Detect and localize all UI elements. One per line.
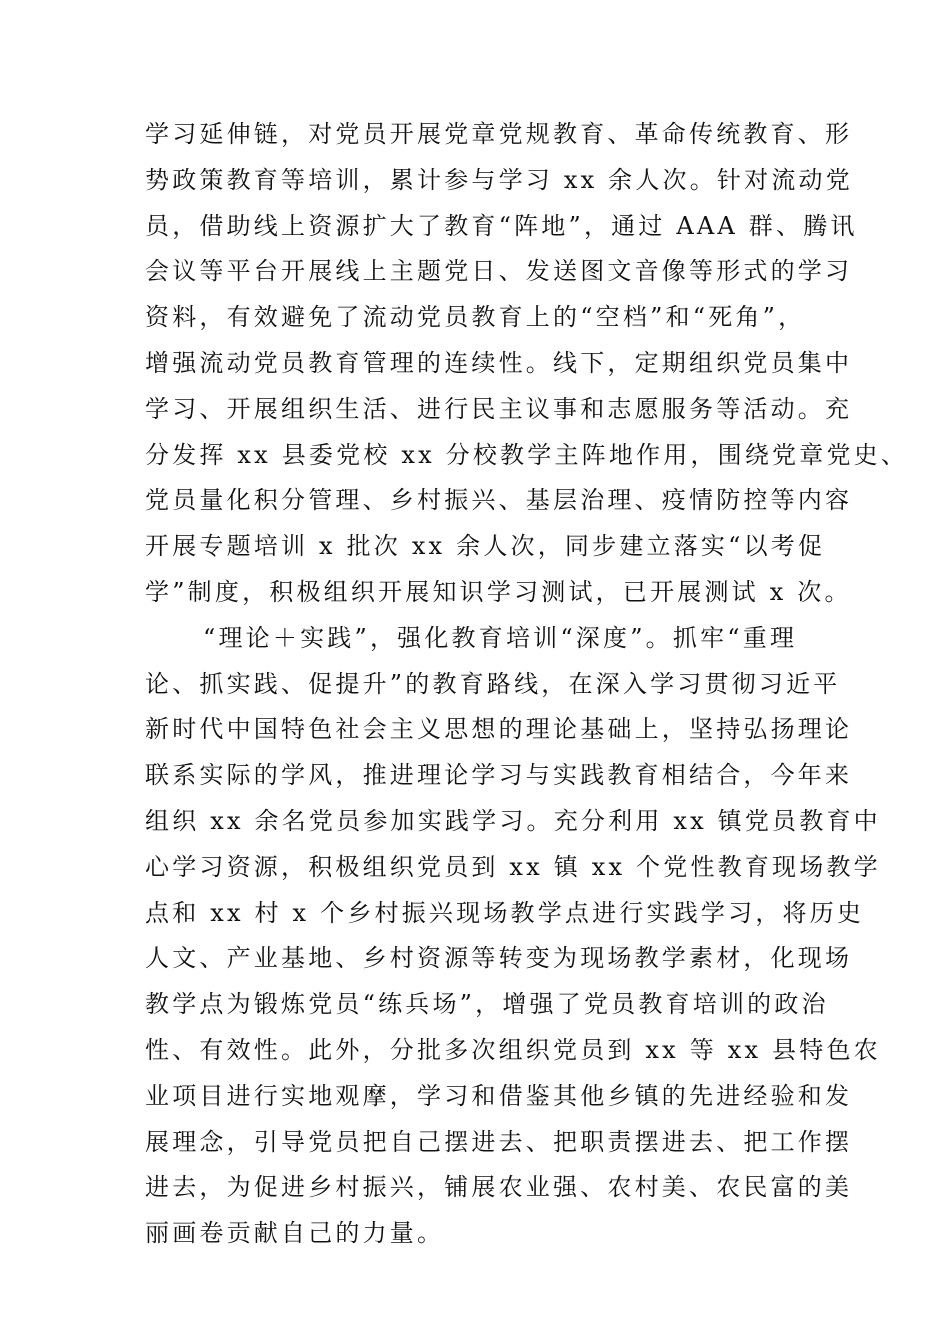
- text-line: 心学习资源，积极组织党员到 xx 镇 xx 个党性教育现场教学: [145, 852, 881, 881]
- text-line: 联系实际的学风，推进理论学习与实践教育相结合，今年来: [145, 761, 853, 790]
- text-line-indented: “理论＋实践”，强化教育培训“深度”。抓牢“重理: [203, 623, 798, 652]
- text-line: 论、抓实践、促提升”的教育路线，在深入学习贯彻习近平: [145, 669, 841, 698]
- paragraph-1: [145, 112, 909, 616]
- text-line: 势政策教育等培训，累计参与学习 xx 余人次。针对流动党: [145, 165, 853, 194]
- text-line: 新时代中国特色社会主义思想的理论基础上，坚持弘扬理论: [145, 715, 853, 744]
- text-line: 开展专题培训 x 批次 xx 余人次，同步建立落实“以考促: [145, 532, 826, 561]
- text-line: 丽画卷贡献自己的力量。: [145, 1219, 445, 1248]
- text-line: 分发挥 xx 县委党校 xx 分校教学主阵地作用，围绕党章党史、: [145, 440, 909, 469]
- text-line: 性、有效性。此外，分批多次组织党员到 xx 等 xx 县特色农: [145, 1035, 881, 1064]
- text-line: 员，借助线上资源扩大了教育“阵地”，通过 AAA 群、腾讯: [145, 211, 858, 240]
- text-line: [145, 1257, 810, 1303]
- text-line: 学”制度，积极组织开展知识学习测试，已开展测试 x 次。: [145, 577, 852, 606]
- text-line: 会议等平台开展线上主题党日、发送图文音像等形式的学习: [145, 257, 853, 286]
- text-line: 进去，为促进乡村振兴，铺展农业强、农村美、农民富的美: [145, 1173, 853, 1202]
- text-line: 资料，有效避免了流动党员教育上的“空档”和“死角”，: [145, 303, 806, 332]
- text-line: 点和 xx 村 x 个乡村振兴现场教学点进行实践学习，将历史: [145, 898, 865, 927]
- text-line: 增强流动党员教育管理的连续性。线下，定期组织党员集中: [145, 348, 853, 377]
- text-line: 教学点为锻炼党员“练兵场”，增强了党员教育培训的政治: [145, 990, 829, 1019]
- text-line: 业项目进行实地观摩，学习和借鉴其他乡镇的先进经验和发: [145, 1081, 853, 1110]
- text-line: 组织 xx 余名党员参加实践学习。充分利用 xx 镇党员教育中: [145, 806, 881, 835]
- paragraph-2: [145, 616, 881, 1303]
- document-body: [145, 112, 909, 1303]
- text-line: 学习延伸链，对党员开展党章党规教育、革命传统教育、形: [145, 120, 853, 148]
- text-line: 展理念，引导党员把自己摆进去、把职责摆进去、把工作摆: [145, 1127, 853, 1156]
- text-line: 学习、开展组织生活、进行民主议事和志愿服务等活动。充: [145, 394, 853, 423]
- text-line: 党员量化积分管理、乡村振兴、基层治理、疫情防控等内容: [145, 486, 853, 515]
- text-line: 人文、产业基地、乡村资源等转变为现场教学素材，化现场: [145, 944, 853, 973]
